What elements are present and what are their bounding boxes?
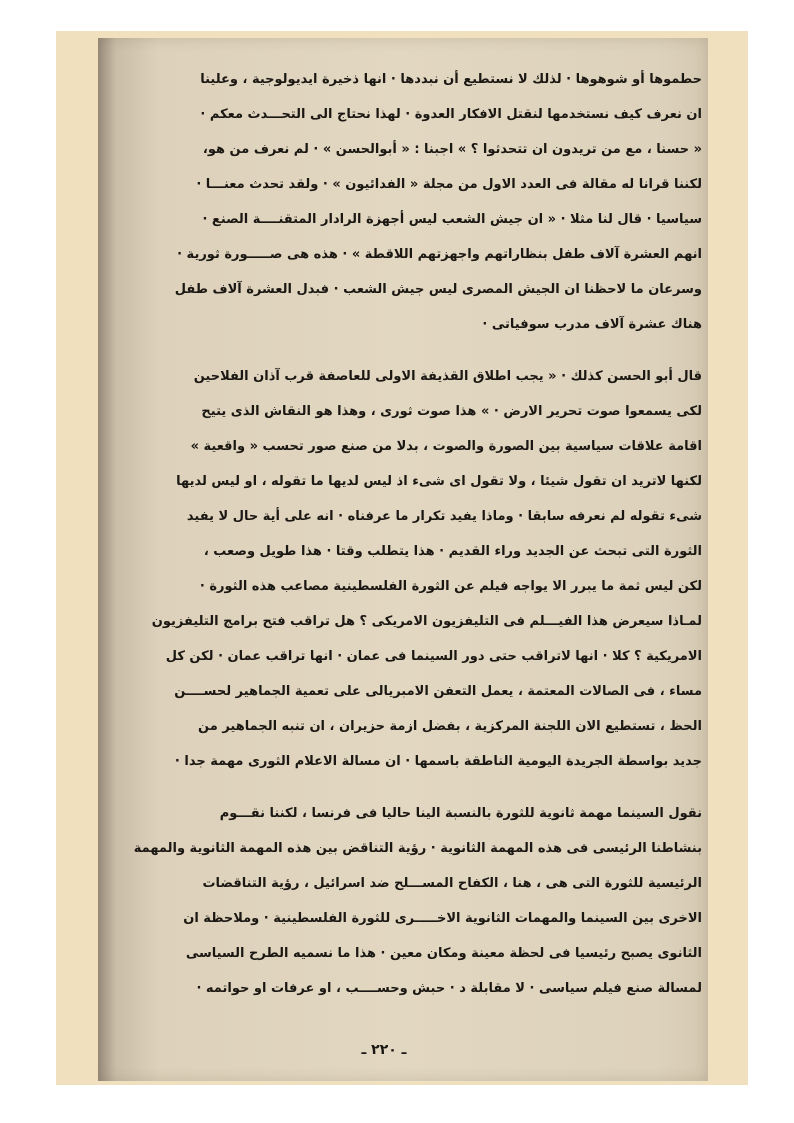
text-line: الامريكية ؟ كلا · انها لاتراقب حتى دور السينما فى عمان · انها تراقب عمان · لكن كل — [165, 649, 702, 664]
text-line: حطموها أو شوهوها · لذلك لا نستطيع أن نبددها · انها ذخيرة ايديولوجية ، وعلينا — [200, 72, 702, 87]
text-line: لكننا قرانا له مقالة فى العدد الاول من مجلة « الفدائيون » · ولقد تحدث معنـــا · — [196, 177, 702, 192]
text-line: الاخرى بين السينما والمهمات الثانوية الاخـــــرى للثورة الفلسطينية · وملاحظة ان — [183, 911, 702, 926]
text-line: انهم العشرة آلاف طفل بنظاراتهم واجهزتهم اللاقطة » · هذه هى صـــــورة ثورية · — [177, 247, 702, 262]
text-line: « حسنا ، مع من تريدون ان تتحدثوا ؟ » اجبنا : « أبوالحسن » · لم نعرف من هو، — [202, 142, 702, 157]
text-line: لكنها لاتريد ان تقول شيئا ، ولا تقول اى شىء اذ ليس لديها ما تقوله ، او ليس لديها — [176, 474, 702, 489]
paragraph-3 — [112, 796, 702, 1006]
text-line: لمـاذا سيعرض هذا الفيـــلم فى التليفزيون الامريكى ؟ هل تراقب فتح برامج التليفزيون — [151, 614, 702, 629]
text-line: وسرعان ما لاحظنا ان الجيش المصرى ليس جيش الشعب · فبدل العشرة آلاف طفل — [174, 282, 702, 297]
text-line: شىء تقوله لم نعرفه سابقا · وماذا يفيد تكرار ما عرفناه · انه على أية حال لا يفيد — [186, 509, 702, 524]
page-number: ـ ٢٢٠ ـ — [361, 1042, 407, 1058]
text-line: سياسيا · قال لنا مثلا · « ان جيش الشعب ليس أجهزة الرادار المتقنــــة الصنع · — [202, 212, 702, 227]
paragraph-2 — [112, 359, 702, 779]
text-line: اقامة علاقات سياسية بين الصورة والصوت ، بدلا من صنع صور تحسب « واقعية » — [190, 439, 702, 454]
text-line: قال أبو الحسن كذلك · « يجب اطلاق القذيفة الاولى للعاصفة قرب آذان الفلاحين — [193, 369, 702, 384]
text-line: الثورة التى تبحث عن الجديد وراء القديم · هذا يتطلب وقتا · هذا طويل وصعب ، — [203, 544, 702, 559]
text-line: جديد بواسطة الجريدة اليومية الناطقة باسمها · ان مسالة الاعلام الثورى مهمة جدا · — [174, 754, 702, 769]
text-line: بنشاطنا الرئيسى فى هذه المهمة الثانوية · رؤية التناقض بين هذه المهمة الثانوية والمهمة — [133, 841, 702, 856]
text-line: ان نعرف كيف نستخدمها لنقتل الافكار العدوة · لهذا نحتاج الى التحـــدث معكم · — [200, 107, 702, 122]
text-line: لكن ليس ثمة ما يبرر الا يواجه فيلم عن الثورة الفلسطينية مصاعب هذه الثورة · — [199, 579, 702, 594]
text-line: الرئيسية للثورة التى هى ، هنا ، الكفاح المســـلح ضد اسرائيل ، رؤية التناقضات — [202, 876, 702, 891]
paragraph-1 — [112, 62, 702, 342]
text-line: مساء ، فى الصالات المعتمة ، يعمل التعفن الامبريالى على تعمية الجماهير لحســــن — [174, 684, 702, 699]
page-text — [112, 62, 702, 1006]
text-line: لمسالة صنع فيلم سياسى · لا مقابلة د · حبش وحســــب ، او عرفات او حواتمه · — [196, 981, 702, 996]
text-line: لكى يسمعوا صوت تحرير الارض · » هذا صوت ثورى ، وهذا هو النقاش الذى يتيح — [201, 404, 702, 419]
text-line: نقول السينما مهمة ثانوية للثورة بالنسبة الينا حاليا فى فرنسا ، لكننا نقـــوم — [219, 806, 702, 821]
text-line: الحظ ، تستطيع الان اللجنة المركزية ، بفضل ازمة حزيران ، ان تنبه الجماهير من — [198, 719, 702, 734]
text-line: الثانوى يصبح رئيسيا فى لحظة معينة ومكان معين · هذا ما نسميه الطرح السياسى — [185, 946, 702, 961]
text-line: هناك عشرة آلاف مدرب سوفياتى · — [482, 317, 702, 332]
